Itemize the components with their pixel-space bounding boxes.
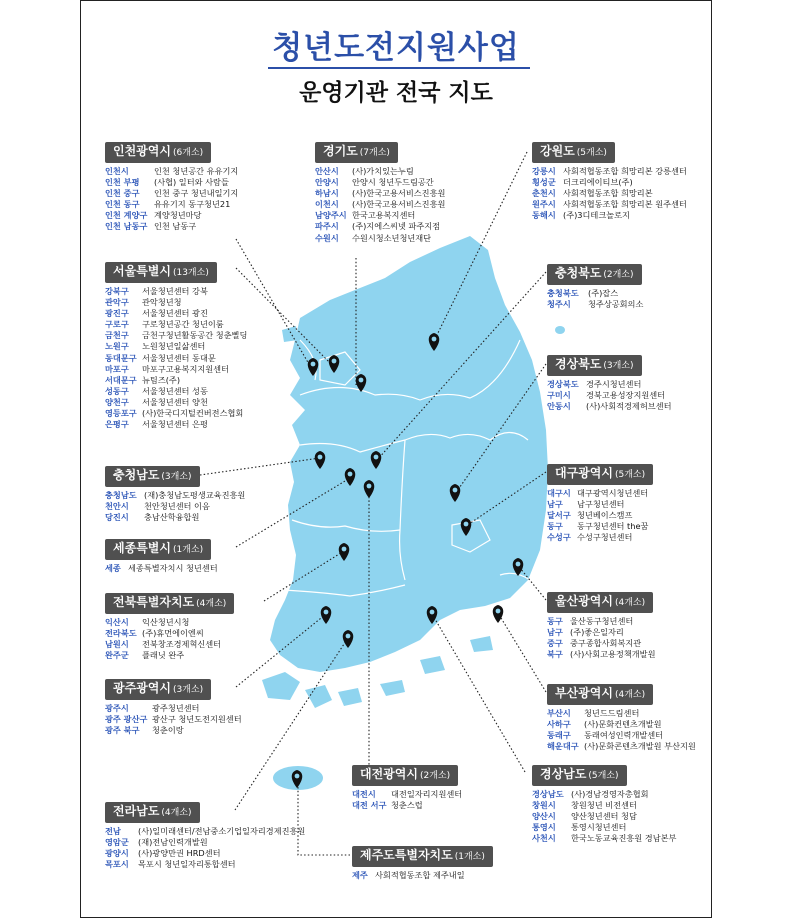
org-region: 중구 <box>547 638 563 649</box>
org-region: 제주 <box>352 870 368 880</box>
org-name: (사)가치있는누림 <box>352 166 414 176</box>
org-name: 청년베이스캠프 <box>577 510 633 521</box>
org-row <box>547 488 653 499</box>
org-name: 서울청년센터 양천 <box>142 396 208 407</box>
org-name: 동구청년센터 the꿈 <box>577 521 649 532</box>
region-box-gangwon <box>532 140 687 221</box>
org-region: 목포시 <box>105 859 129 870</box>
org-row <box>547 401 671 412</box>
org-name: (주)지에스씨넷 파주지점 <box>352 221 441 232</box>
org-name: 대전일자리지원센터 <box>391 789 463 799</box>
org-row <box>105 826 305 837</box>
island-s-3 <box>470 636 493 652</box>
org-region: 사하구 <box>547 719 571 730</box>
org-region: 달서구 <box>547 510 571 521</box>
org-list <box>105 703 242 736</box>
org-name: (주)잡스 <box>588 288 619 298</box>
org-name: 수성구청년센터 <box>577 532 633 543</box>
org-region: 충청북도 <box>547 288 579 298</box>
org-region: 사천시 <box>532 833 556 844</box>
org-region: 수원시 <box>315 232 339 243</box>
org-region: 횡성군 <box>532 177 556 188</box>
org-region: 인천 동구 <box>105 199 140 210</box>
region-box-gyeongbuk <box>547 353 671 412</box>
org-region: 세종 <box>105 563 121 573</box>
org-name: 한국노동교육진흥원 경남본부 <box>571 833 677 844</box>
region-box-gyeongnam <box>532 763 676 844</box>
region-box-incheon <box>105 140 238 233</box>
region-box-sejong <box>105 537 218 574</box>
org-region: 동구 <box>547 616 563 626</box>
org-row <box>547 521 653 532</box>
org-name: (사)한국고용서비스진흥원 <box>352 199 446 210</box>
org-region: 남구 <box>547 499 563 510</box>
org-row <box>547 288 643 299</box>
org-region: 인천시 <box>105 166 129 176</box>
org-name: 플래닛 완주 <box>142 650 185 661</box>
org-row <box>547 390 671 401</box>
org-row <box>105 177 238 188</box>
region-box-chungnam <box>105 464 245 523</box>
region-box-daejeon <box>352 763 462 811</box>
region-header: 충청북도 (2개소) <box>547 264 642 285</box>
org-region: 경상북도 <box>547 379 579 389</box>
org-region: 구로구 <box>105 319 129 330</box>
org-row <box>105 166 238 177</box>
org-name: 사회적협동조합 희망리본 <box>563 188 653 199</box>
island-sw-2 <box>305 685 332 708</box>
org-row <box>547 719 696 730</box>
org-region: 동대문구 <box>105 352 137 363</box>
org-name: 관악청년청 <box>142 297 182 308</box>
region-header: 부산광역시 (4개소) <box>547 684 653 705</box>
org-name: 서울청년센터 강북 <box>142 286 208 296</box>
org-region: 경상남도 <box>532 789 564 799</box>
org-region: 남양주시 <box>315 210 347 221</box>
org-name: (재)충청남도평생교육진흥원 <box>144 490 246 500</box>
region-box-daegu <box>547 462 653 543</box>
region-header: 강원도 (5개소) <box>532 142 615 163</box>
org-row <box>547 741 696 752</box>
region-box-busan <box>547 682 696 752</box>
map-pin-icon <box>493 605 504 623</box>
org-row <box>105 837 305 848</box>
org-row <box>532 811 676 822</box>
org-list <box>547 288 643 310</box>
org-row <box>532 166 687 177</box>
korea-mainland <box>270 236 548 672</box>
org-name: (사협) 일터와 사람들 <box>154 177 229 188</box>
org-row <box>105 188 238 199</box>
org-name: 중구종합사회복지관 <box>570 638 642 649</box>
org-name: 사회적협동조합 희망리본 강릉센터 <box>563 166 687 176</box>
org-row <box>532 800 676 811</box>
org-region: 강북구 <box>105 286 129 296</box>
org-region: 남구 <box>547 627 563 638</box>
org-region: 원주시 <box>532 199 556 210</box>
island-sw-3 <box>338 688 362 706</box>
region-box-gwangju <box>105 677 242 736</box>
org-name: 광산구 청년도전지원센터 <box>152 714 242 725</box>
org-row <box>532 833 676 844</box>
org-region: 강릉시 <box>532 166 556 176</box>
org-name: (사)한국고용서비스진흥원 <box>352 188 446 199</box>
org-name: 충남산학융합원 <box>144 512 200 523</box>
org-region: 이천시 <box>315 199 339 210</box>
island-ulleung <box>555 326 565 334</box>
org-name: 뉴팀즈(주) <box>142 374 181 385</box>
org-row <box>105 650 234 661</box>
org-row <box>532 789 676 800</box>
org-row <box>105 512 245 523</box>
org-region: 관악구 <box>105 297 129 308</box>
org-name: 세종특별자치시 청년센터 <box>128 563 218 573</box>
org-row <box>547 616 655 627</box>
org-name: 마포구고용복지지원센터 <box>142 363 230 374</box>
org-region: 은평구 <box>105 419 129 430</box>
org-name: 천안청년센터 이음 <box>144 501 210 512</box>
org-list <box>105 490 245 523</box>
org-region: 대전시 <box>352 789 376 799</box>
org-name: (주)휴먼에이엔씨 <box>142 628 204 639</box>
org-region: 안양시 <box>315 177 339 188</box>
org-list <box>352 870 493 881</box>
org-region: 인천 중구 <box>105 188 140 199</box>
org-name: 서울청년센터 은평 <box>142 419 208 430</box>
org-name: 경북고용성장지원센터 <box>586 390 666 401</box>
island-s-1 <box>380 680 405 696</box>
org-row <box>547 532 653 543</box>
org-row <box>315 233 445 244</box>
org-name: 금천구청년활동공간 청춘삘딩 <box>142 330 248 341</box>
org-region: 광주시 <box>105 703 129 713</box>
region-header: 제주도특별자치도 (1개소) <box>352 846 493 867</box>
org-region: 인천 남동구 <box>105 221 148 232</box>
org-name: (주)3디테크놀로지 <box>563 210 630 221</box>
org-list <box>105 286 247 430</box>
org-region: 광주 광산구 <box>105 714 148 725</box>
org-name: 서울청년센터 광진 <box>142 308 208 319</box>
org-row <box>105 199 238 210</box>
org-row <box>547 730 696 741</box>
org-row <box>547 649 655 660</box>
org-region: 당진시 <box>105 512 129 523</box>
org-list <box>105 826 305 870</box>
org-list <box>532 789 676 844</box>
region-box-jeonnam <box>105 800 305 870</box>
org-row <box>315 210 445 221</box>
org-row <box>105 859 305 870</box>
org-name: 동래여성인력개발센터 <box>584 730 664 741</box>
island-ganghwa <box>282 326 298 342</box>
org-row <box>105 221 238 232</box>
org-row <box>315 199 445 210</box>
org-name: 익산청년시청 <box>142 617 190 627</box>
org-region: 대전 서구 <box>352 800 387 811</box>
region-header: 광주광역시 (3개소) <box>105 679 211 700</box>
org-name: 유유기지 동구청년21 <box>154 199 231 210</box>
region-box-gyeonggi <box>315 140 445 244</box>
org-region: 금천구 <box>105 330 129 341</box>
region-header: 전북특별자치도 (4개소) <box>105 593 234 614</box>
org-name: 구로청년공간 청년이룸 <box>142 319 224 330</box>
island-sw-1 <box>262 672 300 700</box>
org-name: 광주청년센터 <box>152 703 200 713</box>
org-row <box>105 308 247 319</box>
org-row <box>352 870 493 881</box>
org-name: 청주상공회의소 <box>588 299 644 310</box>
org-row <box>315 166 445 177</box>
org-row <box>105 375 247 386</box>
org-region: 파주시 <box>315 221 339 232</box>
org-row <box>105 408 247 419</box>
org-row <box>532 210 687 221</box>
org-name: 서울청년센터 동대문 <box>142 352 216 363</box>
org-row <box>105 725 242 736</box>
org-row <box>315 188 445 199</box>
region-box-ulsan <box>547 590 655 660</box>
org-row <box>105 703 242 714</box>
org-region: 안동시 <box>547 401 571 412</box>
org-region: 광양시 <box>105 848 129 859</box>
org-name: (주)좋은일자리 <box>570 627 624 638</box>
org-region: 통영시 <box>532 822 556 833</box>
org-name: 더크리에이티브(주) <box>563 177 633 188</box>
org-region: 인천 부평 <box>105 177 140 188</box>
org-row <box>105 501 245 512</box>
org-name: (사)일미래센터/전남중소기업일자리경제진흥원 <box>138 826 306 836</box>
org-row <box>547 708 696 719</box>
region-header: 세종특별시 (1개소) <box>105 539 211 560</box>
org-row <box>547 510 653 521</box>
region-box-jeju <box>352 844 493 881</box>
org-region: 서대문구 <box>105 374 137 385</box>
org-list <box>547 488 653 543</box>
org-name: 목포시 청년일자리통합센터 <box>138 859 236 870</box>
region-header: 울산광역시 (4개소) <box>547 592 653 613</box>
org-name: 경주시청년센터 <box>586 379 642 389</box>
org-row <box>105 397 247 408</box>
org-name: (사)경남경영자총협회 <box>571 789 649 799</box>
region-header: 대구광역시 (5개소) <box>547 464 653 485</box>
org-region: 남원시 <box>105 639 129 650</box>
org-region: 부산시 <box>547 708 571 718</box>
org-region: 성동구 <box>105 385 129 396</box>
org-region: 청주시 <box>547 299 571 310</box>
org-row <box>315 221 445 232</box>
org-region: 영등포구 <box>105 408 137 419</box>
region-header: 경상남도 (5개소) <box>532 765 627 786</box>
org-row <box>532 177 687 188</box>
org-row <box>547 638 655 649</box>
org-name: 사회적협동조합 희망리본 원주센터 <box>563 199 687 210</box>
org-row <box>105 330 247 341</box>
org-name: 한국고용복지센터 <box>352 210 416 221</box>
region-header: 전라남도 (4개소) <box>105 802 200 823</box>
org-row <box>105 319 247 330</box>
org-name: 청년드드림센터 <box>584 708 640 718</box>
org-list <box>547 616 655 660</box>
org-row <box>105 297 247 308</box>
org-row <box>547 379 671 390</box>
region-header: 서울특별시 (13개소) <box>105 262 217 283</box>
org-row <box>105 490 245 501</box>
org-list <box>105 563 218 574</box>
org-list <box>105 166 238 233</box>
org-region: 광진구 <box>105 308 129 319</box>
org-row <box>105 628 234 639</box>
org-row <box>105 386 247 397</box>
org-region: 영암군 <box>105 837 129 848</box>
org-region: 양산시 <box>532 811 556 822</box>
org-region: 충청남도 <box>105 490 137 500</box>
org-list <box>547 708 696 752</box>
org-name: 통영시청년센터 <box>571 822 627 833</box>
org-name: 수원시청소년청년재단 <box>352 232 432 243</box>
region-header: 충청남도 (3개소) <box>105 466 200 487</box>
org-row <box>547 627 655 638</box>
org-name: (사)사회고용정책개발원 <box>570 649 656 660</box>
org-row <box>352 800 462 811</box>
org-region: 창원시 <box>532 800 556 811</box>
org-name: 남구청년센터 <box>577 499 625 510</box>
org-region: 전남 <box>105 826 121 836</box>
org-name: 창원청년 비전센터 <box>571 800 637 811</box>
org-name: 청춘이랑 <box>152 725 184 736</box>
org-row <box>105 210 238 221</box>
org-name: 인천 중구 청년내일기지 <box>154 188 239 199</box>
org-name: 노원청년일삶센터 <box>142 341 206 352</box>
org-list <box>315 166 445 244</box>
org-region: 완주군 <box>105 650 129 661</box>
org-region: 안산시 <box>315 166 339 176</box>
org-region: 동래구 <box>547 730 571 741</box>
org-name: 대구광역시청년센터 <box>577 488 649 498</box>
page-title: 청년도전지원사업 <box>272 30 520 66</box>
org-region: 북구 <box>547 649 563 660</box>
org-region: 해운대구 <box>547 741 579 752</box>
org-name: 계양청년마당 <box>154 210 202 221</box>
org-list <box>352 789 462 811</box>
region-header: 경기도 (7개소) <box>315 142 398 163</box>
org-row <box>105 286 247 297</box>
org-region: 춘천시 <box>532 188 556 199</box>
org-row <box>532 199 687 210</box>
org-name: (재)전남인력개발원 <box>138 837 208 848</box>
org-name: 울산동구청년센터 <box>570 616 634 626</box>
org-row <box>105 364 247 375</box>
org-name: 사회적협동조합 제주내일 <box>375 870 465 880</box>
korea-land <box>262 236 565 790</box>
org-region: 구미시 <box>547 390 571 401</box>
org-region: 동구 <box>547 521 563 532</box>
org-region: 천안시 <box>105 501 129 512</box>
org-list <box>547 379 671 412</box>
org-list <box>532 166 687 221</box>
region-box-chungbuk <box>547 262 643 310</box>
org-region: 수성구 <box>547 532 571 543</box>
org-name: (사)광양만권 HRD센터 <box>138 848 221 859</box>
org-name: 안양시 청년두드림공간 <box>352 177 434 188</box>
org-name: 청춘스럽 <box>391 800 423 811</box>
org-row <box>352 789 462 800</box>
org-region: 인천 계양구 <box>105 210 148 221</box>
org-region: 마포구 <box>105 363 129 374</box>
org-list <box>105 617 234 661</box>
org-region: 익산시 <box>105 617 129 627</box>
org-region: 하남시 <box>315 188 339 199</box>
org-name: (사)사회적경제허브센터 <box>586 401 672 412</box>
org-region: 광주 북구 <box>105 725 140 736</box>
org-name: 인천 청년공간 유유기지 <box>154 166 239 176</box>
org-region: 대구시 <box>547 488 571 498</box>
region-box-jeonbuk <box>105 591 234 661</box>
org-row <box>105 563 218 574</box>
org-row <box>315 177 445 188</box>
org-row <box>105 714 242 725</box>
org-row <box>105 341 247 352</box>
org-row <box>105 848 305 859</box>
page-subtitle: 운영기관 전국 지도 <box>299 80 493 106</box>
org-name: (사)문화콘텐츠개발원 부산지원 <box>584 741 696 752</box>
org-row <box>105 353 247 364</box>
org-region: 동해시 <box>532 210 556 221</box>
org-region: 전라북도 <box>105 628 137 639</box>
org-row <box>547 299 643 310</box>
org-name: (사)한국디지털컨버전스협회 <box>142 408 244 419</box>
org-region: 양천구 <box>105 396 129 407</box>
org-name: 서울청년센터 성동 <box>142 385 208 396</box>
org-name: 양산청년센터 청담 <box>571 811 637 822</box>
region-header: 인천광역시 (6개소) <box>105 142 211 163</box>
region-box-seoul <box>105 260 247 430</box>
island-s-2 <box>420 656 445 674</box>
org-region: 노원구 <box>105 341 129 352</box>
region-header: 경상북도 (3개소) <box>547 355 642 376</box>
org-row <box>105 419 247 430</box>
org-name: 전북창조경제혁신센터 <box>142 639 222 650</box>
org-row <box>547 499 653 510</box>
org-row <box>105 617 234 628</box>
org-row <box>105 639 234 650</box>
org-row <box>532 188 687 199</box>
region-header: 대전광역시 (2개소) <box>352 765 458 786</box>
org-row <box>532 822 676 833</box>
org-name: 인천 남동구 <box>154 221 197 232</box>
org-name: (사)문화컨텐츠개발원 <box>584 719 662 730</box>
